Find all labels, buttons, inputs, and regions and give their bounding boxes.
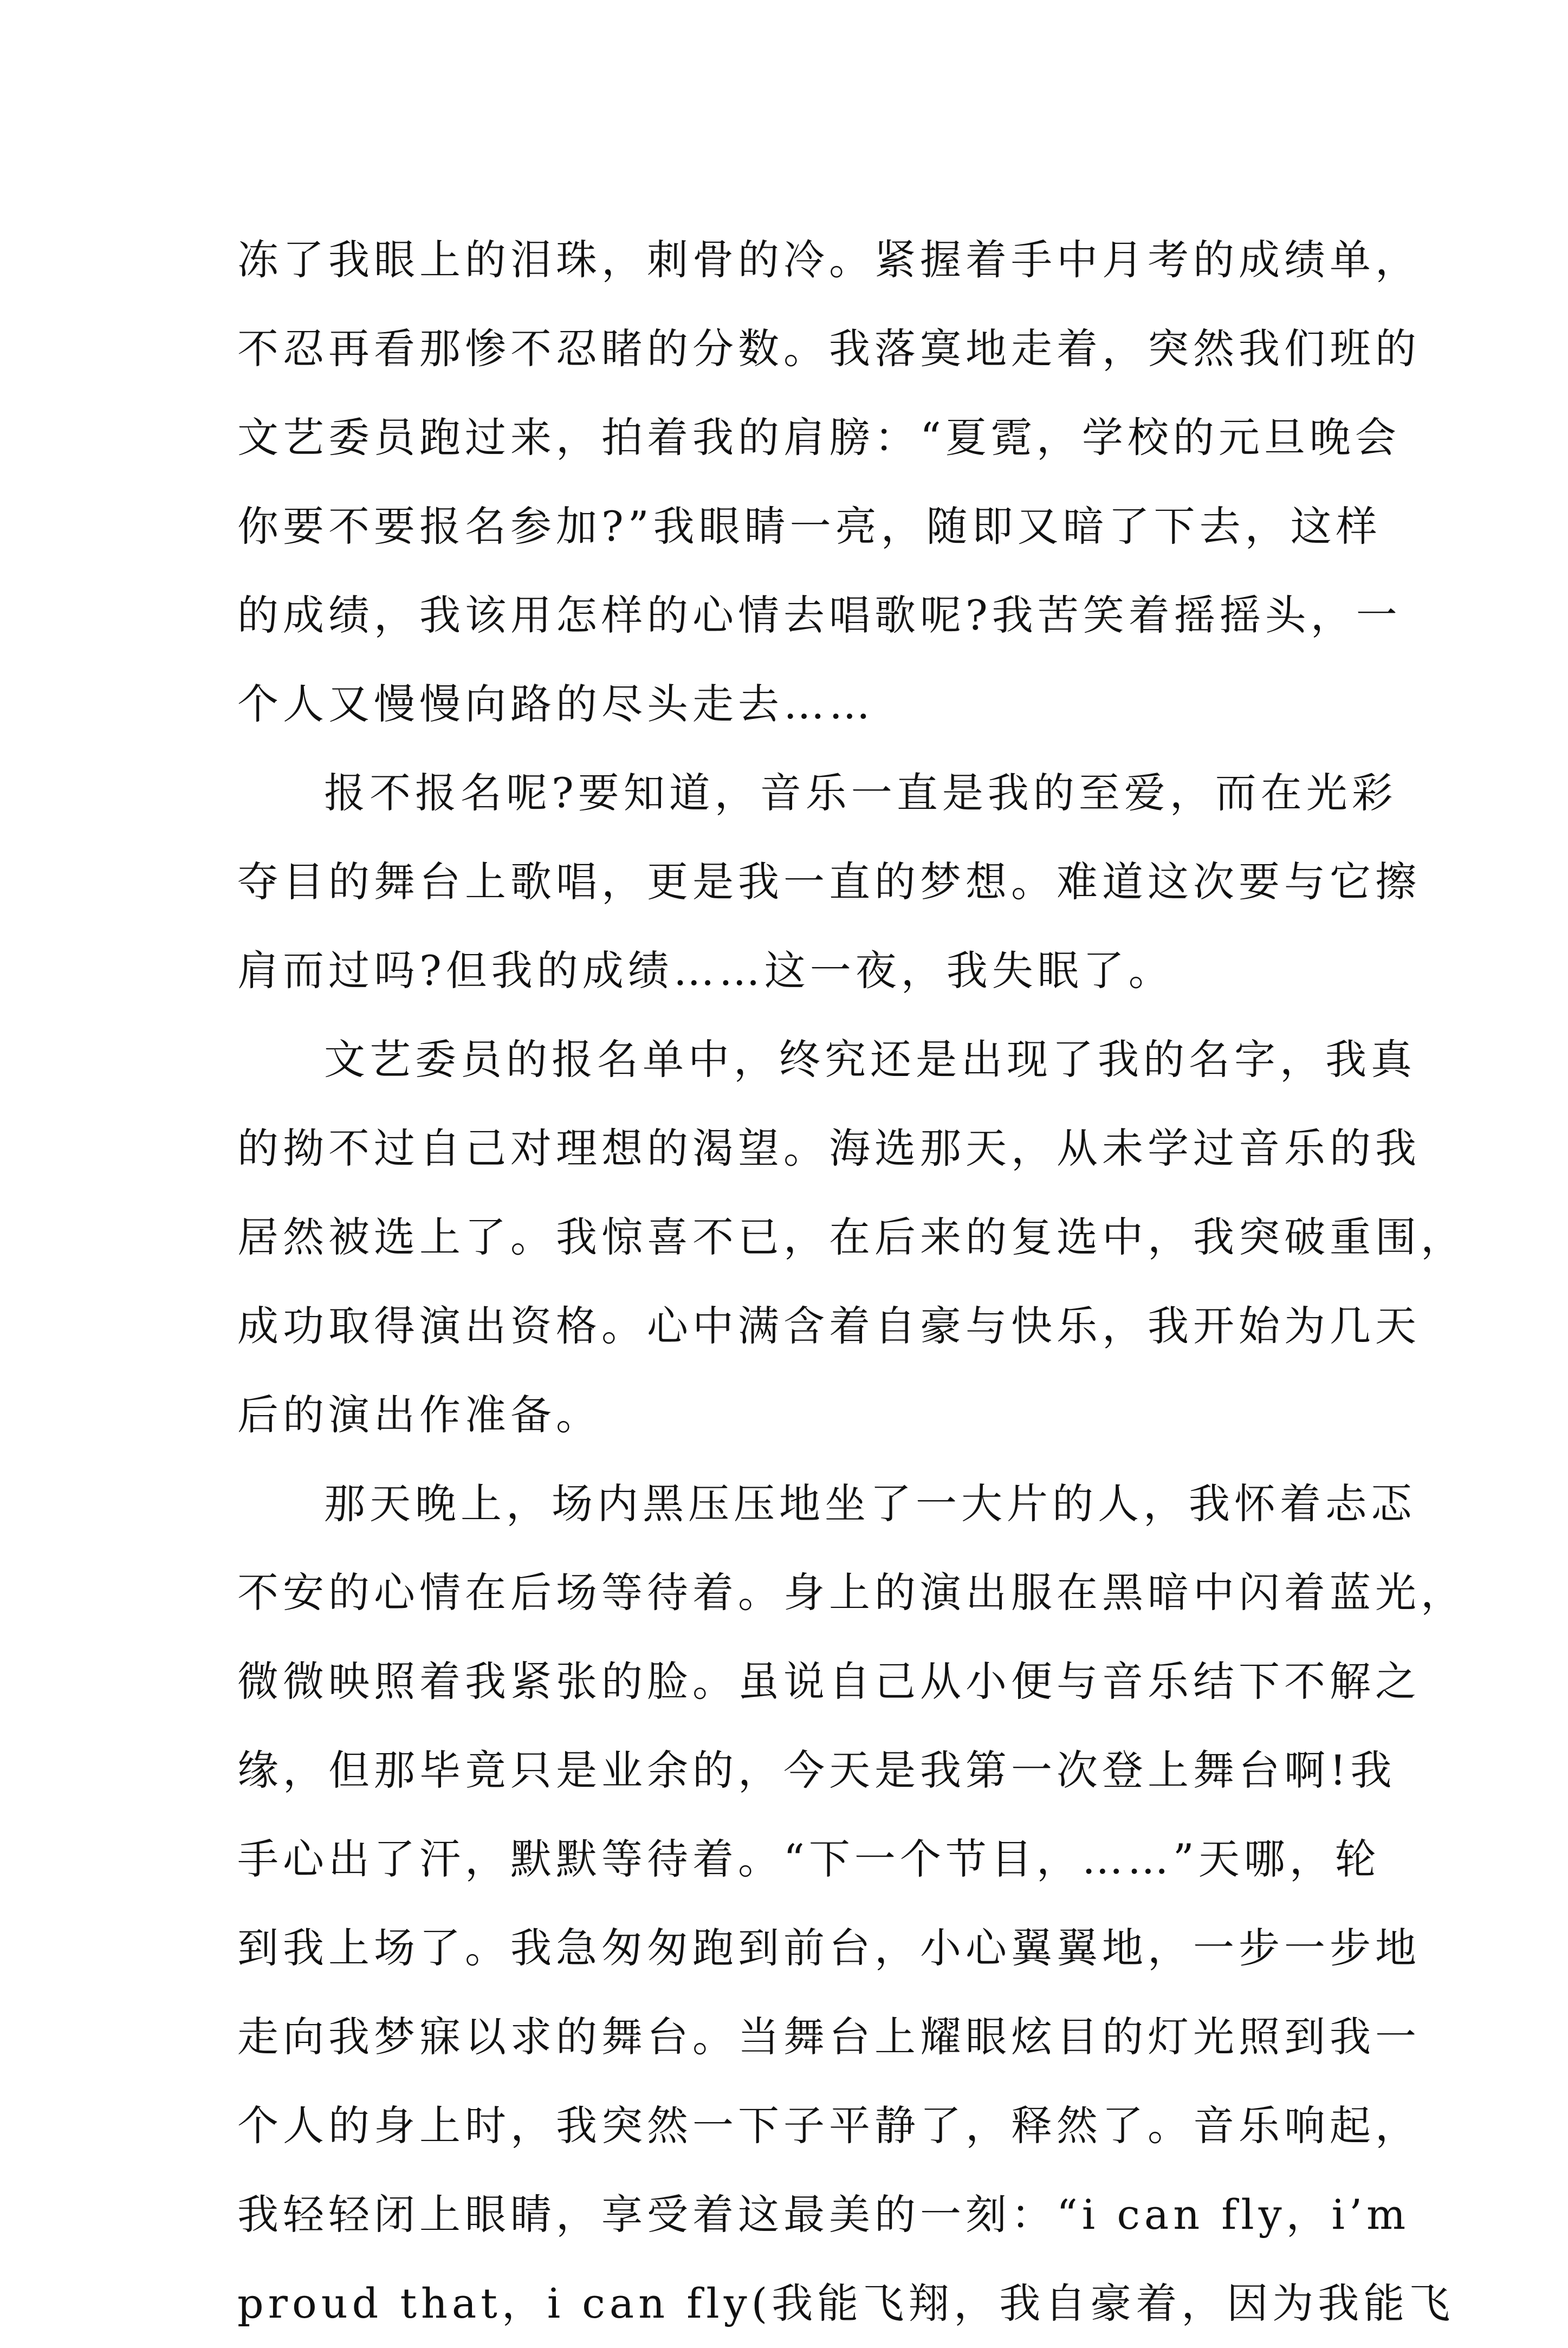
text-line: proud that，i can fly(我能飞翔，我自豪着，因为我能飞 <box>237 2279 1455 2327</box>
text-line: 夺目的舞台上歌唱，更是我一直的梦想。难道这次要与它擦 <box>237 858 1421 906</box>
text-line: 肩而过吗?但我的成绩……这一夜，我失眠了。 <box>237 946 1174 995</box>
text-line: 的成绩，我该用怎样的心情去唱歌呢?我苦笑着摇摇头，一 <box>237 591 1402 639</box>
text-line: 你要不要报名参加?”我眼睛一亮，随即又暗了下去，这样 <box>237 502 1382 550</box>
text-line: 微微映照着我紧张的脸。虽说自己从小便与音乐结下不解之 <box>237 1657 1421 1705</box>
text-line: 个人又慢慢向路的尽头走去…… <box>237 680 874 728</box>
text-line: 手心出了汗，默默等待着。“下一个节目，……”天哪，轮 <box>237 1835 1381 1883</box>
body-text <box>237 216 1466 2348</box>
text-line: 不安的心情在后场等待着。身上的演出服在黑暗中闪着蓝光， <box>237 1568 1466 1617</box>
paragraph-start-line: 报不报名呢?要知道，音乐一直是我的至爱，而在光彩 <box>324 769 1397 817</box>
text-line: 到我上场了。我急匆匆跑到前台，小心翼翼地，一步一步地 <box>237 1924 1421 1972</box>
paragraph-start-line: 那天晚上，场内黑压压地坐了一大片的人，我怀着忐忑 <box>324 1480 1416 1528</box>
text-line: 文艺委员跑过来，拍着我的肩膀：“夏霓，学校的元旦晚会 <box>237 413 1401 462</box>
text-line: 我轻轻闭上眼睛，享受着这最美的一刻：“i can fly，i’m <box>237 2190 1410 2239</box>
text-line: 个人的身上时，我突然一下子平静了，释然了。音乐响起， <box>237 2101 1421 2150</box>
text-line: 成功取得演出资格。心中满含着自豪与快乐，我开始为几天 <box>237 1302 1421 1350</box>
text-line: 居然被选上了。我惊喜不已，在后来的复选中，我突破重围， <box>237 1213 1466 1261</box>
text-line: 缘，但那毕竟只是业余的，今天是我第一次登上舞台啊!我 <box>237 1746 1396 1794</box>
text-line: 不忍再看那惨不忍睹的分数。我落寞地走着，突然我们班的 <box>237 325 1421 373</box>
text-line: 冻了我眼上的泪珠，刺骨的冷。紧握着手中月考的成绩单， <box>237 236 1421 284</box>
text-line: 走向我梦寐以求的舞台。当舞台上耀眼炫目的灯光照到我一 <box>237 2013 1421 2061</box>
paragraph-start-line: 文艺委员的报名单中，终究还是出现了我的名字，我真 <box>324 1035 1416 1084</box>
text-line: 后的演出作准备。 <box>237 1391 601 1439</box>
text-line: 的拗不过自己对理想的渴望。海选那天，从未学过音乐的我 <box>237 1124 1421 1172</box>
